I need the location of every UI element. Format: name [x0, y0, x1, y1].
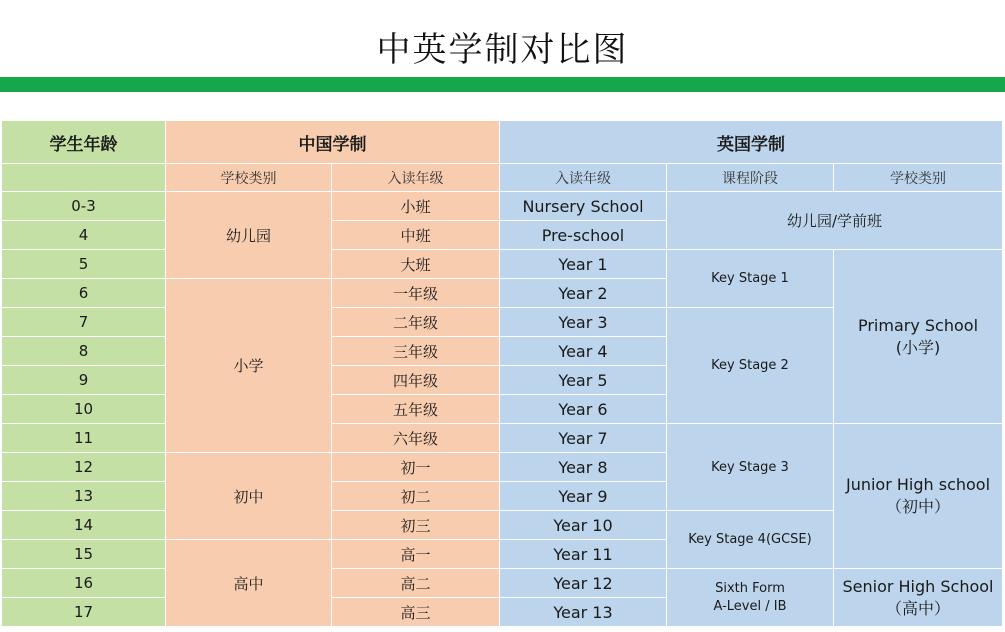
age-cell: 5: [2, 250, 166, 279]
china-system-header: 中国学制: [166, 121, 500, 164]
cn-grade-cell: 二年级: [332, 308, 500, 337]
cn-grade-cell: 初一: [332, 453, 500, 482]
cn-grade-cell: 高三: [332, 598, 500, 627]
uk-grade-cell: Year 10: [500, 511, 667, 540]
uk-school-type-senior: [834, 569, 1003, 627]
cn-grade-cell: 六年级: [332, 424, 500, 453]
uk-grade-subheader: 入读年级: [500, 164, 667, 192]
uk-stage-subheader: 课程阶段: [667, 164, 834, 192]
sixth-form-label: Sixth Form: [715, 580, 785, 596]
age-cell: 7: [2, 308, 166, 337]
age-cell: 11: [2, 424, 166, 453]
cn-school-type-primary: 小学: [166, 279, 332, 453]
age-cell: 13: [2, 482, 166, 511]
uk-school-type-junior: [834, 424, 1003, 569]
cn-grade-cell: 三年级: [332, 337, 500, 366]
uk-grade-cell: Year 12: [500, 569, 667, 598]
uk-grade-cell: Year 8: [500, 453, 667, 482]
senior-school-en: Senior High School: [842, 576, 994, 596]
cn-grade-cell: 中班: [332, 221, 500, 250]
age-cell: 17: [2, 598, 166, 627]
age-cell: 9: [2, 366, 166, 395]
age-cell: 8: [2, 337, 166, 366]
uk-early-years-cell: 幼儿园/学前班: [667, 192, 1003, 250]
uk-grade-cell: Year 11: [500, 540, 667, 569]
age-cell: 12: [2, 453, 166, 482]
age-cell: 14: [2, 511, 166, 540]
header-row: [2, 121, 1003, 164]
uk-stage-ks2: Key Stage 2: [667, 308, 834, 424]
primary-school-cn: (小学): [895, 337, 941, 357]
table-row: [2, 569, 1003, 598]
uk-grade-cell: Year 4: [500, 337, 667, 366]
cn-grade-cell: 小班: [332, 192, 500, 221]
uk-school-type-subheader: 学校类别: [834, 164, 1003, 192]
cn-grade-cell: 大班: [332, 250, 500, 279]
cn-grade-subheader: 入读年级: [332, 164, 500, 192]
a-level-ib-label: A-Level / IB: [713, 598, 787, 614]
cn-grade-cell: 四年级: [332, 366, 500, 395]
uk-grade-cell: Year 6: [500, 395, 667, 424]
table-row: [2, 424, 1003, 453]
uk-stage-ks4: Key Stage 4(GCSE): [667, 511, 834, 569]
uk-grade-cell: Year 7: [500, 424, 667, 453]
age-cell: 10: [2, 395, 166, 424]
cn-school-type-subheader: 学校类别: [166, 164, 332, 192]
comparison-table: [2, 121, 1003, 627]
cn-school-type-kindergarten: 幼儿园: [166, 192, 332, 279]
junior-school-en: Junior High school: [845, 475, 991, 494]
cn-grade-cell: 初二: [332, 482, 500, 511]
age-header: 学生年龄: [2, 121, 166, 164]
age-subheader-empty: [2, 164, 166, 192]
uk-grade-cell: Year 5: [500, 366, 667, 395]
table-row: [2, 250, 1003, 279]
uk-school-type-primary: [834, 250, 1003, 424]
age-cell: 6: [2, 279, 166, 308]
uk-stage-sixth-form: [667, 569, 834, 627]
subheader-row: [2, 164, 1003, 192]
cn-grade-cell: 五年级: [332, 395, 500, 424]
cn-grade-cell: 一年级: [332, 279, 500, 308]
cn-school-type-senior: 高中: [166, 540, 332, 627]
uk-system-header: 英国学制: [500, 121, 1003, 164]
uk-grade-cell: Year 9: [500, 482, 667, 511]
cn-grade-cell: 高一: [332, 540, 500, 569]
uk-stage-ks1: Key Stage 1: [667, 250, 834, 308]
uk-grade-cell: Nursery School: [500, 192, 667, 221]
cn-grade-cell: 高二: [332, 569, 500, 598]
senior-school-cn: （高中）: [885, 598, 950, 618]
uk-grade-cell: Pre-school: [500, 221, 667, 250]
title-divider-bar: [0, 77, 1005, 92]
age-cell: 15: [2, 540, 166, 569]
age-cell: 16: [2, 569, 166, 598]
age-cell: 4: [2, 221, 166, 250]
uk-grade-cell: Year 13: [500, 598, 667, 627]
uk-grade-cell: Year 2: [500, 279, 667, 308]
uk-grade-cell: Year 1: [500, 250, 667, 279]
uk-grade-cell: Year 3: [500, 308, 667, 337]
cn-grade-cell: 初三: [332, 511, 500, 540]
cn-school-type-junior: 初中: [166, 453, 332, 540]
uk-stage-ks3: Key Stage 3: [667, 424, 834, 511]
page-title: 中英学制对比图: [376, 30, 629, 70]
table-row: [2, 192, 1003, 221]
age-cell: 0-3: [2, 192, 166, 221]
junior-school-cn: （初中）: [885, 497, 950, 516]
primary-school-en: Primary School: [857, 315, 979, 335]
